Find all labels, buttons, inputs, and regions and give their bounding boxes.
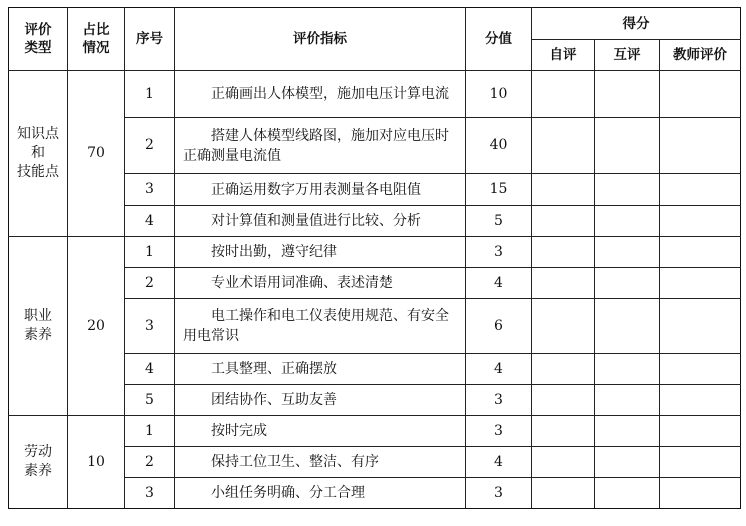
row-indicator: 工具整理、正确摆放 [175, 354, 466, 385]
row-points: 3 [466, 237, 532, 268]
peer-eval-cell [595, 174, 660, 206]
row-index: 2 [125, 268, 175, 299]
teacher-eval-cell [660, 118, 741, 174]
row-points: 3 [466, 385, 532, 416]
group-category-name: 劳动 素养 [9, 416, 68, 509]
teacher-eval-cell [660, 354, 741, 385]
self-eval-cell [532, 268, 595, 299]
row-index: 2 [125, 447, 175, 478]
row-indicator: 按时完成 [175, 416, 466, 447]
teacher-eval-cell [660, 385, 741, 416]
table-row [9, 237, 741, 268]
group-category-name: 知识点 和 技能点 [9, 71, 68, 237]
teacher-eval-cell [660, 447, 741, 478]
self-eval-cell [532, 299, 595, 354]
peer-eval-cell [595, 354, 660, 385]
table-row [9, 71, 741, 118]
peer-eval-cell [595, 237, 660, 268]
header-ratio: 占比 情况 [68, 8, 125, 71]
self-eval-cell [532, 174, 595, 206]
table-row [9, 416, 741, 447]
self-eval-cell [532, 447, 595, 478]
row-indicator: 小组任务明确、分工合理 [175, 478, 466, 509]
peer-eval-cell [595, 478, 660, 509]
teacher-eval-cell [660, 206, 741, 237]
row-points: 40 [466, 118, 532, 174]
self-eval-cell [532, 118, 595, 174]
row-index: 1 [125, 416, 175, 447]
self-eval-cell [532, 416, 595, 447]
row-indicator: 正确画出人体模型，施加电压计算电流 [175, 71, 466, 118]
header-self-eval: 自评 [532, 40, 595, 71]
teacher-eval-cell [660, 299, 741, 354]
group-category-name: 职业 素养 [9, 237, 68, 416]
peer-eval-cell [595, 268, 660, 299]
row-points: 3 [466, 478, 532, 509]
peer-eval-cell [595, 447, 660, 478]
self-eval-cell [532, 385, 595, 416]
table-body [9, 71, 741, 509]
row-index: 3 [125, 299, 175, 354]
row-index: 3 [125, 174, 175, 206]
row-points: 4 [466, 268, 532, 299]
self-eval-cell [532, 237, 595, 268]
header-peer-eval: 互评 [595, 40, 660, 71]
self-eval-cell [532, 71, 595, 118]
teacher-eval-cell [660, 237, 741, 268]
header-index: 序号 [125, 8, 175, 71]
row-indicator: 正确运用数字万用表测量各电阻值 [175, 174, 466, 206]
row-points: 4 [466, 447, 532, 478]
teacher-eval-cell [660, 416, 741, 447]
group-ratio: 10 [68, 416, 125, 509]
self-eval-cell [532, 478, 595, 509]
header-score-group: 得分 [532, 8, 741, 40]
group-ratio: 70 [68, 71, 125, 237]
header-category: 评价 类型 [9, 8, 68, 71]
peer-eval-cell [595, 299, 660, 354]
row-indicator: 团结协作、互助友善 [175, 385, 466, 416]
header-points: 分值 [466, 8, 532, 71]
peer-eval-cell [595, 71, 660, 118]
row-indicator: 电工操作和电工仪表使用规范、有安全用电常识 [175, 299, 466, 354]
row-points: 6 [466, 299, 532, 354]
teacher-eval-cell [660, 71, 741, 118]
row-indicator: 搭建人体模型线路图，施加对应电压时正确测量电流值 [175, 118, 466, 174]
row-indicator: 对计算值和测量值进行比较、分析 [175, 206, 466, 237]
self-eval-cell [532, 354, 595, 385]
row-index: 2 [125, 118, 175, 174]
row-index: 5 [125, 385, 175, 416]
peer-eval-cell [595, 118, 660, 174]
self-eval-cell [532, 206, 595, 237]
row-points: 15 [466, 174, 532, 206]
teacher-eval-cell [660, 478, 741, 509]
row-points: 10 [466, 71, 532, 118]
row-index: 1 [125, 71, 175, 118]
row-indicator: 专业术语用词准确、表述清楚 [175, 268, 466, 299]
peer-eval-cell [595, 206, 660, 237]
row-points: 3 [466, 416, 532, 447]
peer-eval-cell [595, 416, 660, 447]
row-index: 1 [125, 237, 175, 268]
teacher-eval-cell [660, 174, 741, 206]
row-indicator: 保持工位卫生、整洁、有序 [175, 447, 466, 478]
row-index: 3 [125, 478, 175, 509]
row-points: 5 [466, 206, 532, 237]
header-teacher-eval: 教师评价 [660, 40, 741, 71]
teacher-eval-cell [660, 268, 741, 299]
group-ratio: 20 [68, 237, 125, 416]
row-points: 4 [466, 354, 532, 385]
peer-eval-cell [595, 385, 660, 416]
row-index: 4 [125, 354, 175, 385]
row-indicator: 按时出勤，遵守纪律 [175, 237, 466, 268]
row-index: 4 [125, 206, 175, 237]
evaluation-table [8, 7, 741, 509]
header-indicator: 评价指标 [175, 8, 466, 71]
